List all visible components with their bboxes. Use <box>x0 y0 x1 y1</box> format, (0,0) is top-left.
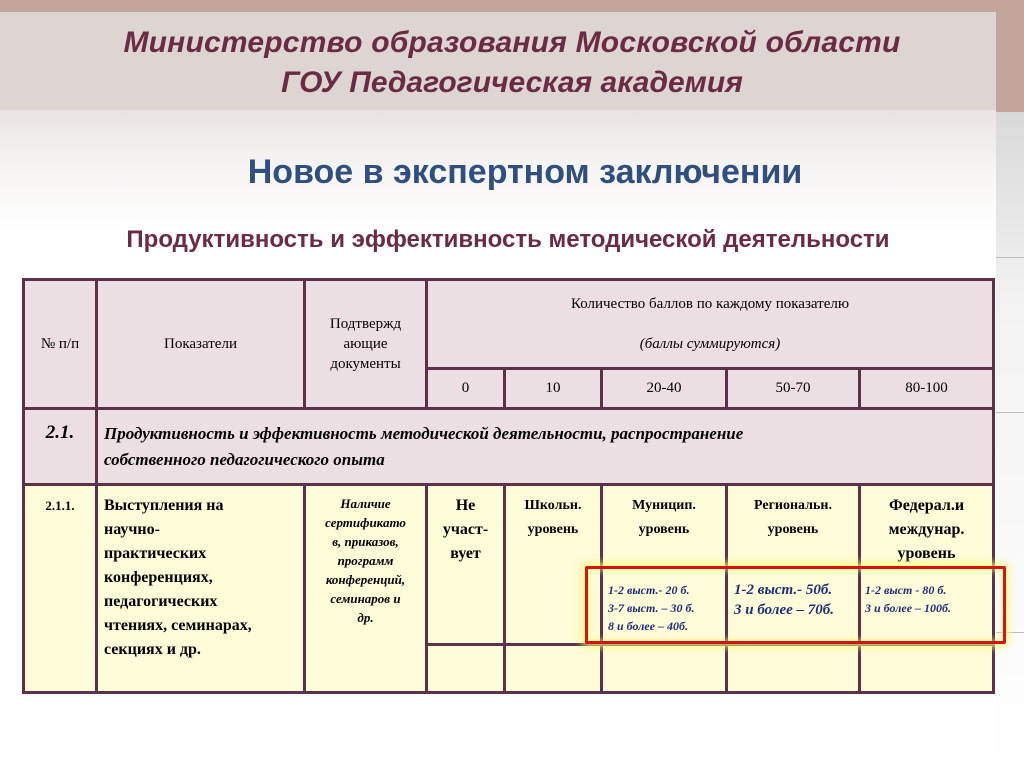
row-documents-line: Наличие <box>340 496 391 511</box>
row-indicator-line: конференциях, <box>104 569 213 586</box>
row-documents-line: конференций, <box>325 572 406 587</box>
level-line: Школьн. <box>524 498 582 513</box>
row-indicator-line: чтениях, семинарах, <box>104 617 252 634</box>
score-col-20-40: 20-40 <box>602 369 727 409</box>
row-documents <box>305 485 427 693</box>
score-col-50-70: 50-70 <box>727 369 860 409</box>
level-school <box>505 485 602 645</box>
header-indicators: Показатели <box>97 280 305 409</box>
header-points-note: (баллы суммируются) <box>639 336 781 352</box>
section-title <box>97 409 994 485</box>
header-points-title: Количество баллов по каждому показателю <box>570 296 850 312</box>
score-col-10: 10 <box>505 369 602 409</box>
score-line: 1-2 выст.- 50б. <box>734 582 833 598</box>
level-line: междунар. <box>888 521 965 538</box>
score-line: 8 и более – 40б. <box>608 619 689 633</box>
header-documents <box>305 280 427 409</box>
header-documents-line: Подтвержд <box>329 316 402 332</box>
score-line: 1-2 выст.- 20 б. <box>608 583 690 597</box>
score-details <box>600 575 1000 645</box>
row-indicator-line: педагогических <box>104 593 218 610</box>
level-line: уровень <box>527 522 579 537</box>
section-title-line: Продуктивность и эффективность методической деятельности, распространение <box>104 423 744 443</box>
slide-subtitle: Продуктивность и эффективность методической деятельности <box>126 226 890 253</box>
empty-cell <box>727 645 860 693</box>
row-indicator-line: секциях и др. <box>104 641 201 658</box>
level-line: Муницип. <box>632 498 696 513</box>
row-documents-line: в, приказов, <box>332 534 399 549</box>
level-line: Не <box>455 497 476 514</box>
score-col-80-100: 80-100 <box>860 369 994 409</box>
row-documents-line: программ <box>337 553 394 568</box>
empty-cell <box>602 645 727 693</box>
row-indicator-line: практических <box>104 545 207 562</box>
empty-cell <box>860 645 994 693</box>
empty-cell <box>505 645 602 693</box>
row-documents-line: др. <box>357 610 374 625</box>
ministry-heading: Министерство образования Московской области <box>123 26 901 59</box>
row-indicator-line: научно- <box>104 521 160 538</box>
row-indicator-line: Выступления на <box>104 497 224 514</box>
level-line: вует <box>450 545 481 562</box>
score-municipal <box>608 581 694 635</box>
level-line: уровень <box>638 522 690 537</box>
row-indicator <box>97 485 305 693</box>
score-line: 3 и более – 70б. <box>734 602 835 618</box>
row-number: 2.1.1. <box>24 485 97 693</box>
level-line: Федерал.и <box>888 497 965 514</box>
score-line: 3 и более – 100б. <box>865 601 952 615</box>
header-number: № п/п <box>24 280 97 409</box>
score-col-0: 0 <box>427 369 505 409</box>
level-line: Региональн. <box>753 498 833 513</box>
header-documents-line: ающие <box>343 336 388 352</box>
academy-heading: ГОУ Педагогическая академия <box>281 66 743 99</box>
score-federal <box>865 581 951 617</box>
top-frame-bar <box>0 0 1024 12</box>
level-none <box>427 485 505 645</box>
section-number: 2.1. <box>24 409 97 485</box>
score-line: 1-2 выст - 80 б. <box>865 583 947 597</box>
score-regional <box>734 580 834 620</box>
level-line: уровень <box>767 522 819 537</box>
right-decor-strip <box>996 112 1024 768</box>
slide-title: Новое в экспертном заключении <box>247 153 803 191</box>
section-title-line: собственного педагогического опыта <box>104 449 385 469</box>
header-points <box>427 280 994 369</box>
score-line: 3-7 выст. – 30 б. <box>608 601 695 615</box>
level-line: уровень <box>897 545 956 562</box>
empty-cell <box>427 645 505 693</box>
header-documents-line: документы <box>330 356 401 372</box>
row-documents-line: сертификато <box>325 515 406 530</box>
row-documents-line: семинаров и <box>330 591 401 606</box>
level-line: участ- <box>442 521 489 538</box>
